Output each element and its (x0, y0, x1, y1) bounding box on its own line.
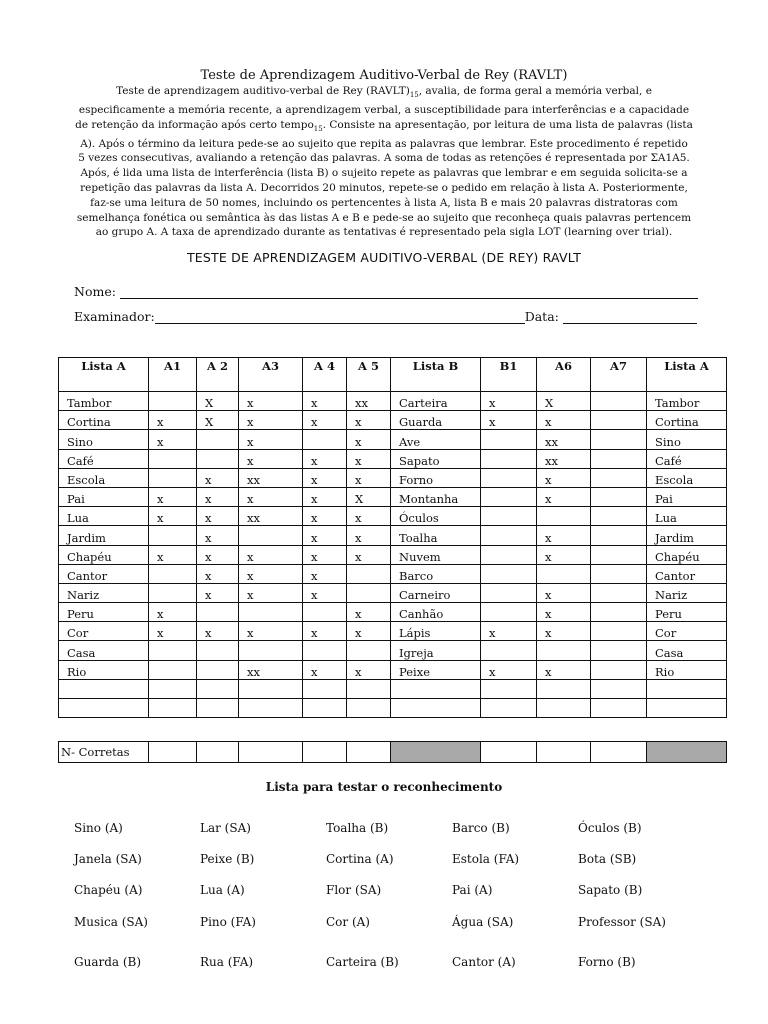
recognition-word: Peixe (B) (200, 852, 255, 866)
mark-cell[interactable]: x (537, 603, 591, 622)
intro-line: de retenção da informação após certo tempo$_{15}$. Consiste na apresentação, por leitura de uma lista de palavras (lista (75, 118, 693, 133)
mark-cell[interactable] (347, 564, 391, 583)
mark-cell[interactable]: x (197, 507, 239, 526)
mark-cell[interactable]: x (537, 545, 591, 564)
recognition-word: Rua (FA) (200, 955, 254, 969)
intro-line: Após, é lida uma lista de interferência (lista B) o sujeito repete as palavras que lembrar e em seguida solicita-se a (80, 167, 688, 180)
mark-cell[interactable] (481, 545, 537, 564)
word-cell: Casa (59, 641, 149, 660)
word-cell: Sapato (391, 449, 481, 468)
mark-cell[interactable]: xx (239, 660, 303, 679)
word-cell: Igreja (391, 641, 481, 660)
mark-cell[interactable] (149, 583, 197, 602)
mark-cell[interactable] (303, 641, 347, 660)
table-row (59, 603, 727, 622)
mark-cell[interactable]: xx (347, 392, 391, 411)
mark-cell[interactable]: x (239, 545, 303, 564)
mark-cell[interactable] (591, 468, 647, 487)
mark-cell[interactable] (481, 564, 537, 583)
mark-cell[interactable] (481, 487, 537, 506)
mark-cell[interactable] (303, 603, 347, 622)
word-cell: Carteira (391, 392, 481, 411)
score-cell[interactable] (149, 742, 197, 763)
column-header: A 4 (303, 358, 347, 392)
mark-cell[interactable]: x (303, 526, 347, 545)
mark-cell[interactable] (591, 507, 647, 526)
recognition-word: Estola (FA) (452, 852, 520, 866)
mark-cell[interactable] (591, 699, 647, 718)
mark-cell[interactable] (149, 699, 197, 718)
recognition-word: Chapéu (A) (74, 883, 143, 897)
word-cell: Lua (647, 507, 727, 526)
mark-cell[interactable]: x (537, 411, 591, 430)
mark-cell[interactable]: x (347, 603, 391, 622)
mark-cell[interactable]: x (239, 564, 303, 583)
nome-row (74, 284, 698, 299)
intro-line: Teste de aprendizagem auditivo-verbal de Rey $(RAVLT)_{15}$, avalia, de forma geral a memória verbal, e (116, 85, 652, 100)
nome-label: Nome: (74, 284, 116, 299)
mark-cell[interactable]: x (347, 545, 391, 564)
mark-cell[interactable] (591, 564, 647, 583)
table-row (59, 468, 727, 487)
mark-cell[interactable] (239, 699, 303, 718)
mark-cell[interactable] (149, 449, 197, 468)
mark-cell[interactable]: x (481, 392, 537, 411)
table-row (59, 564, 727, 583)
mark-cell[interactable]: x (303, 449, 347, 468)
recognition-word: Barco (B) (452, 821, 510, 835)
mark-cell[interactable]: x (537, 660, 591, 679)
nome-field[interactable] (120, 284, 698, 299)
mark-cell[interactable]: x (149, 603, 197, 622)
recognition-word: Sapato (B) (578, 883, 643, 897)
column-header: Lista A (647, 358, 727, 392)
mark-cell[interactable] (481, 526, 537, 545)
word-cell: Rio (647, 660, 727, 679)
mark-cell[interactable] (239, 603, 303, 622)
mark-cell[interactable] (149, 468, 197, 487)
table-row (59, 507, 727, 526)
score-cell-shaded (647, 742, 727, 763)
mark-cell[interactable] (481, 583, 537, 602)
table-row (59, 679, 727, 698)
score-table (58, 741, 727, 763)
test-heading: TESTE DE APRENDIZAGEM AUDITIVO-VERBAL (DE REY) RAVLT (186, 250, 582, 265)
mark-cell[interactable]: xx (239, 468, 303, 487)
mark-cell[interactable] (481, 679, 537, 698)
mark-cell[interactable] (537, 679, 591, 698)
mark-cell[interactable] (303, 699, 347, 718)
mark-cell[interactable]: x (149, 622, 197, 641)
mark-cell[interactable] (481, 468, 537, 487)
word-cell: Carneiro (391, 583, 481, 602)
score-cell[interactable] (197, 742, 239, 763)
mark-cell[interactable] (481, 603, 537, 622)
mark-cell[interactable] (197, 430, 239, 449)
mark-cell[interactable]: x (347, 526, 391, 545)
score-cell[interactable] (537, 742, 591, 763)
mark-cell[interactable]: X (347, 487, 391, 506)
word-cell: Cor (59, 622, 149, 641)
word-cell: Pai (647, 487, 727, 506)
mark-cell[interactable]: x (347, 660, 391, 679)
table-row (59, 699, 727, 718)
mark-cell[interactable] (591, 622, 647, 641)
mark-cell[interactable] (149, 392, 197, 411)
column-header: Lista A (59, 358, 149, 392)
word-cell: Peru (647, 603, 727, 622)
intro-line: especificamente a memória recente, a aprendizagem verbal, a susceptibilidade para interferências e a capacidade (78, 103, 690, 116)
mark-cell[interactable] (303, 679, 347, 698)
mark-cell[interactable]: x (481, 622, 537, 641)
mark-cell[interactable] (481, 641, 537, 660)
recognition-word: Sino (A) (74, 821, 123, 835)
word-cell: Peru (59, 603, 149, 622)
mark-cell[interactable]: x (303, 564, 347, 583)
recognition-word: Lar (SA) (200, 821, 251, 835)
mark-cell[interactable] (149, 660, 197, 679)
word-cell: Forno (391, 468, 481, 487)
column-header: A3 (239, 358, 303, 392)
mark-cell[interactable] (591, 430, 647, 449)
word-cell (647, 699, 727, 718)
mark-cell[interactable] (197, 641, 239, 660)
intro-line: semelhança fonética ou semântica às das listas A e B e pede-se ao sujeito que reconheça quais palavras pertencem (76, 211, 692, 224)
mark-cell[interactable] (591, 449, 647, 468)
word-cell: Guarda (391, 411, 481, 430)
mark-cell[interactable]: x (197, 564, 239, 583)
mark-cell[interactable]: x (197, 583, 239, 602)
column-header: A 2 (197, 358, 239, 392)
mark-cell[interactable]: xx (537, 449, 591, 468)
table-row (59, 430, 727, 449)
score-label: N- Corretas (59, 742, 149, 763)
mark-cell[interactable] (537, 699, 591, 718)
word-cell: Barco (391, 564, 481, 583)
table-row (59, 660, 727, 679)
mark-cell[interactable] (149, 526, 197, 545)
word-cell: Toalha (391, 526, 481, 545)
intro-line: ao grupo A. A taxa de aprendizado durante as tentativas é representado pela sigla LOT (learning over trial). (95, 226, 673, 239)
column-header: A1 (149, 358, 197, 392)
recognition-word: Carteira (B) (326, 955, 399, 969)
word-cell (391, 699, 481, 718)
word-cell (647, 679, 727, 698)
mark-cell[interactable]: x (197, 622, 239, 641)
recognition-word: Janela (SA) (74, 852, 142, 866)
mark-cell[interactable]: x (239, 583, 303, 602)
examinador-row (74, 309, 697, 324)
mark-cell[interactable]: x (149, 487, 197, 506)
mark-cell[interactable]: x (303, 545, 347, 564)
mark-cell[interactable]: x (303, 507, 347, 526)
word-cell: Tambor (647, 392, 727, 411)
mark-cell[interactable] (481, 430, 537, 449)
word-cell: Cantor (647, 564, 727, 583)
score-cell[interactable] (239, 742, 303, 763)
mark-cell[interactable] (303, 430, 347, 449)
mark-cell[interactable] (481, 507, 537, 526)
mark-cell[interactable] (149, 641, 197, 660)
page-title: Teste de Aprendizagem Auditivo-Verbal de Rey (RAVLT) (200, 68, 568, 83)
word-cell: Lua (59, 507, 149, 526)
recognition-word: Toalha (B) (326, 821, 389, 835)
mark-cell[interactable]: x (537, 622, 591, 641)
mark-cell[interactable] (591, 526, 647, 545)
mark-cell[interactable] (197, 679, 239, 698)
mark-cell[interactable]: x (347, 411, 391, 430)
recognition-word: Pai (A) (452, 883, 493, 897)
recognition-word: Água (SA) (452, 915, 514, 929)
word-cell: Rio (59, 660, 149, 679)
table-row (59, 392, 727, 411)
mark-cell[interactable]: x (537, 468, 591, 487)
word-cell (391, 679, 481, 698)
mark-cell[interactable]: x (149, 411, 197, 430)
mark-cell[interactable]: x (239, 411, 303, 430)
word-cell: Cor (647, 622, 727, 641)
mark-cell[interactable]: xx (239, 507, 303, 526)
intro-paragraph (72, 84, 696, 240)
data-label: Data: (524, 309, 559, 324)
mark-cell[interactable] (239, 679, 303, 698)
score-cell[interactable] (303, 742, 347, 763)
word-cell: Montanha (391, 487, 481, 506)
score-cell-shaded (391, 742, 481, 763)
mark-cell[interactable] (197, 603, 239, 622)
mark-cell[interactable]: x (303, 583, 347, 602)
mark-cell[interactable]: x (347, 468, 391, 487)
mark-cell[interactable]: x (537, 526, 591, 545)
mark-cell[interactable]: x (303, 487, 347, 506)
intro-line: 5 vezes consecutivas, avaliando a retenção das palavras. A soma de todas as retenções é representada por ΣA1A5. (78, 152, 690, 165)
mark-cell[interactable]: X (537, 392, 591, 411)
table-row (59, 622, 727, 641)
score-row (59, 742, 727, 763)
mark-cell[interactable]: x (537, 583, 591, 602)
mark-cell[interactable] (591, 603, 647, 622)
mark-cell[interactable]: x (239, 449, 303, 468)
score-cell[interactable] (481, 742, 537, 763)
mark-cell[interactable] (537, 564, 591, 583)
word-cell (59, 699, 149, 718)
table-row (59, 449, 727, 468)
column-header: Lista B (391, 358, 481, 392)
mark-cell[interactable] (537, 641, 591, 660)
recognition-word: Pino (FA) (200, 915, 256, 929)
mark-cell[interactable] (591, 545, 647, 564)
mark-cell[interactable] (347, 699, 391, 718)
mark-cell[interactable]: x (303, 622, 347, 641)
mark-cell[interactable]: x (347, 507, 391, 526)
word-cell: Nariz (647, 583, 727, 602)
table-row (59, 583, 727, 602)
mark-cell[interactable] (481, 449, 537, 468)
table-row (59, 487, 727, 506)
column-header: B1 (481, 358, 537, 392)
word-cell: Peixe (391, 660, 481, 679)
word-cell: Tambor (59, 392, 149, 411)
word-cell: Cortina (647, 411, 727, 430)
recognition-title: Lista para testar o reconhecimento (265, 780, 503, 794)
data-field[interactable] (563, 309, 697, 324)
word-cell: Chapéu (647, 545, 727, 564)
mark-cell[interactable]: x (239, 430, 303, 449)
mark-cell[interactable]: x (149, 545, 197, 564)
mark-cell[interactable]: x (537, 487, 591, 506)
mark-cell[interactable]: x (239, 622, 303, 641)
word-cell: Chapéu (59, 545, 149, 564)
recognition-word: Professor (SA) (578, 915, 666, 929)
ravlt-table (58, 357, 727, 718)
mark-cell[interactable]: x (347, 430, 391, 449)
recognition-word: Musica (SA) (74, 915, 148, 929)
word-cell: Jardim (647, 526, 727, 545)
word-cell: Casa (647, 641, 727, 660)
word-cell: Café (59, 449, 149, 468)
mark-cell[interactable]: X (197, 411, 239, 430)
word-cell: Óculos (391, 507, 481, 526)
table-row (59, 526, 727, 545)
word-cell: Café (647, 449, 727, 468)
word-cell: Sino (59, 430, 149, 449)
word-cell: Nariz (59, 583, 149, 602)
word-cell (59, 679, 149, 698)
word-cell: Escola (647, 468, 727, 487)
intro-line: repetição das palavras da lista A. Decorridos 20 minutos, repete-se o pedido em relação à lista A. Posteriormente, (80, 181, 688, 194)
recognition-word: Óculos (B) (578, 821, 642, 835)
mark-cell[interactable] (149, 679, 197, 698)
recognition-word: Cantor (A) (452, 955, 516, 969)
mark-cell[interactable]: x (197, 468, 239, 487)
word-cell: Cortina (59, 411, 149, 430)
word-cell: Sino (647, 430, 727, 449)
mark-cell[interactable] (591, 487, 647, 506)
recognition-word: Cor (A) (326, 915, 370, 929)
mark-cell[interactable]: x (347, 622, 391, 641)
mark-cell[interactable] (347, 641, 391, 660)
mark-cell[interactable]: x (149, 430, 197, 449)
recognition-word: Guarda (B) (74, 955, 142, 969)
mark-cell[interactable] (591, 583, 647, 602)
mark-cell[interactable]: x (239, 487, 303, 506)
score-cell[interactable] (347, 742, 391, 763)
examinador-label: Examinador: (74, 309, 155, 324)
recognition-word: Lua (A) (200, 883, 245, 897)
mark-cell[interactable]: X (197, 392, 239, 411)
mark-cell[interactable] (149, 564, 197, 583)
mark-cell[interactable]: x (303, 468, 347, 487)
column-header: A7 (591, 358, 647, 392)
column-header: A 5 (347, 358, 391, 392)
column-header: A6 (537, 358, 591, 392)
mark-cell[interactable] (481, 699, 537, 718)
word-cell: Jardim (59, 526, 149, 545)
mark-cell[interactable] (197, 660, 239, 679)
word-cell: Canhão (391, 603, 481, 622)
word-cell: Ave (391, 430, 481, 449)
mark-cell[interactable] (537, 507, 591, 526)
recognition-word: Flor (SA) (326, 883, 382, 897)
mark-cell[interactable] (239, 526, 303, 545)
mark-cell[interactable]: x (481, 411, 537, 430)
intro-line: faz-se uma leitura de 50 nomes, incluindo os pertencentes à lista A, lista B e mais 20 palavras distratoras com (90, 196, 678, 209)
mark-cell[interactable] (197, 699, 239, 718)
mark-cell[interactable]: x (303, 660, 347, 679)
mark-cell[interactable] (197, 449, 239, 468)
mark-cell[interactable] (591, 660, 647, 679)
recognition-word: Cortina (A) (326, 852, 394, 866)
mark-cell[interactable] (591, 411, 647, 430)
mark-cell[interactable]: x (197, 545, 239, 564)
mark-cell[interactable]: x (303, 411, 347, 430)
mark-cell[interactable] (347, 583, 391, 602)
mark-cell[interactable] (591, 392, 647, 411)
mark-cell[interactable]: x (347, 449, 391, 468)
mark-cell[interactable]: xx (537, 430, 591, 449)
table-row (59, 641, 727, 660)
table-header-row (59, 358, 727, 392)
score-cell[interactable] (591, 742, 647, 763)
mark-cell[interactable]: x (303, 392, 347, 411)
word-cell: Lápis (391, 622, 481, 641)
mark-cell[interactable]: x (197, 526, 239, 545)
table-row (59, 545, 727, 564)
mark-cell[interactable] (239, 641, 303, 660)
table-row (59, 411, 727, 430)
mark-cell[interactable]: x (197, 487, 239, 506)
word-cell: Escola (59, 468, 149, 487)
mark-cell[interactable] (591, 641, 647, 660)
mark-cell[interactable] (591, 679, 647, 698)
mark-cell[interactable]: x (239, 392, 303, 411)
intro-line: A). Após o término da leitura pede-se ao sujeito que repita as palavras que lembrar. Este procedimento é repetido (80, 137, 688, 150)
mark-cell[interactable]: x (481, 660, 537, 679)
mark-cell[interactable]: x (149, 507, 197, 526)
word-cell: Cantor (59, 564, 149, 583)
word-cell: Pai (59, 487, 149, 506)
mark-cell[interactable] (347, 679, 391, 698)
examinador-field[interactable] (155, 309, 525, 324)
recognition-word: Bota (SB) (578, 852, 637, 866)
recognition-word: Forno (B) (578, 955, 636, 969)
word-cell: Nuvem (391, 545, 481, 564)
